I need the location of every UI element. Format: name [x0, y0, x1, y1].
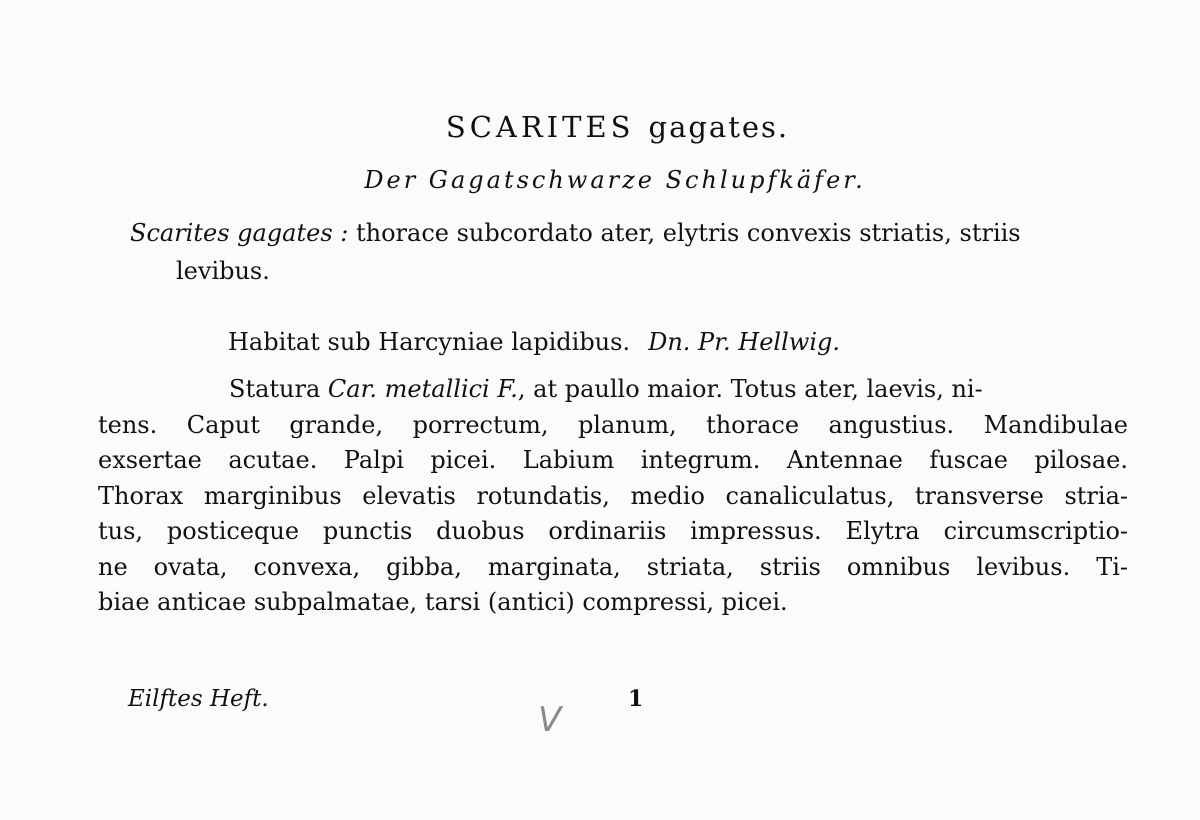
habitat-line: [228, 324, 1128, 360]
description-line-7: biae anticae subpalmatae, tarsi (antici) compressi, picei.: [98, 588, 788, 616]
habitat-source: Dn. Pr. Hellwig.: [648, 328, 840, 356]
habitat-text: Habitat sub Harcyniae lapidibus.: [228, 328, 631, 356]
species-name: gagates.: [648, 110, 790, 144]
description-line-1-italic: Car. metallici F.: [327, 375, 518, 403]
german-common-name: Der Gagatschwarze Schlupfkäfer.: [364, 166, 866, 194]
diagnosis-continuation: levibus.: [176, 257, 270, 285]
description-line-4: Thorax marginibus elevatis rotundatis, medio canaliculatus, transverse stria-: [98, 481, 1128, 510]
page-number: 1: [628, 686, 644, 712]
signature-mark: Eilftes Heft.: [128, 686, 269, 712]
diagnosis-term: Scarites gagates :: [130, 219, 349, 247]
description-line-5: tus, posticeque punctis duobus ordinariis impressus. Elytra circumscriptio-: [98, 517, 1128, 545]
species-title: [0, 110, 1200, 144]
description-line-1-post: , at paullo maior. Totus ater, laevis, ni-: [517, 375, 983, 403]
diagnosis-text: thorace subcordato ater, elytris convexis striatis, striis: [356, 219, 1021, 247]
description-line-1: [98, 372, 1128, 408]
description-line-3: exsertae acutae. Palpi picei. Labium integrum. Antennae fuscae pilosae.: [98, 446, 1128, 474]
description-line-1-pre: Statura: [229, 375, 328, 403]
description-line-6: ne ovata, convexa, gibba, marginata, striata, striis omnibus levibus. Ti-: [98, 552, 1128, 581]
genus-name: SCARITES: [445, 110, 635, 144]
description-line-2: tens. Caput grande, porrectum, planum, thorace angustius. Mandibulae: [98, 410, 1128, 439]
description-paragraph: [98, 372, 1128, 621]
diagnosis-paragraph: [130, 214, 1128, 290]
pencil-mark: V: [538, 700, 562, 740]
